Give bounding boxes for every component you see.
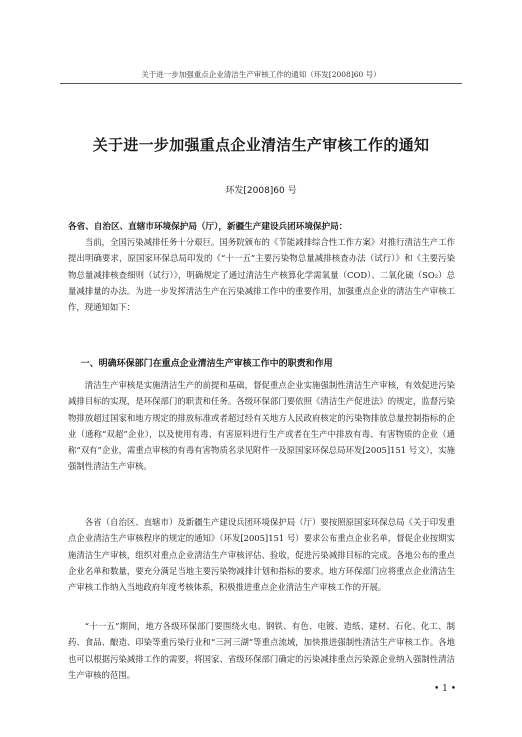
running-header: 关于进一步加强重点企业清洁生产审核工作的通知（环发[2008]60 号）	[60, 69, 462, 84]
body-paragraph: 各省（自治区、直辖市）及新疆生产建设兵团环境保护局（厅）要按照原国家环保总局《关于印发重点企业清洁生产审核程序的规定的通知》（环发[2005]151 号）要求公布重点企业名单，督促企业按期实施清洁生产审核，组织对重点企业清洁生产审核评估、验收，促进污染减排目标的完成。各地公布的重点企业名单和数量，要充分满足当地主要污染物减排计划和指标的要求。地方环保部门应将重点企业清洁生产审核工作纳入当地政府年度考核体系，积极推进重点企业清洁生产审核工作的开展。	[68, 517, 455, 593]
page-number: • 1 •	[433, 684, 457, 694]
body-paragraph: 清洁生产审核是实施清洁生产的前提和基础，督促重点企业实施强制性清洁生产审核，有效促进污染减排目标的实现，是环保部门的职责和任务。各级环保部门要依照《清洁生产促进法》的规定，监督污染物排放超过国家和地方规定的排放标准或者超过经有关地方人民政府核定的污染物排放总量控制指标的企业（通称“双超”企业），以及使用有毒、有害原料进行生产或者在生产中排放有毒、有害物质的企业（通称“双有”企业，需重点审核的有毒有害物质名录见附件一及原国家环保总局环发[2005]151 号文），实施强制性清洁生产审核。	[68, 380, 455, 472]
body-paragraph: “十一五”期间，地方各级环保部门要围绕火电、钢铁、有色、电镀、造纸、建材、石化、化工、制药、食品、酿造、印染等重污染行业和“三河三湖”等重点流域，加快推进强制性清洁生产审核工作。各地也可以根据污染减排工作的需要，将国家、省级环保部门确定的污染减排重点污染源企业纳入强制性清洁生产审核的范围。	[68, 621, 455, 680]
document-title: 关于进一步加强重点企业清洁生产审核工作的通知	[92, 136, 430, 154]
section-heading: 一、明确环保部门在重点企业清洁生产审核工作中的职责和作用	[80, 359, 333, 369]
document-number: 环发[2008]60 号	[225, 186, 297, 196]
addressee-line: 各省、自治区、直辖市环境保护局（厅），新疆生产建设兵团环境保护局：	[68, 222, 348, 232]
intro-paragraph: 当前，全国污染减排任务十分艰巨。国务院颁布的《节能减排综合性工作方案》对推行清洁生产工作提出明确要求，原国家环保总局印发的《“十一五”主要污染物总量减排核查办法（试行）》和《主要污染物总量减排核查细则（试行）》，明确规定了通过清洁生产核算化学需氧量（COD）、二氧化硫（SO₂）总量减排量的办法。为进一步发挥清洁生产在污染减排工作中的重要作用，加强重点企业的清洁生产审核工作，现通知如下：	[68, 237, 455, 313]
